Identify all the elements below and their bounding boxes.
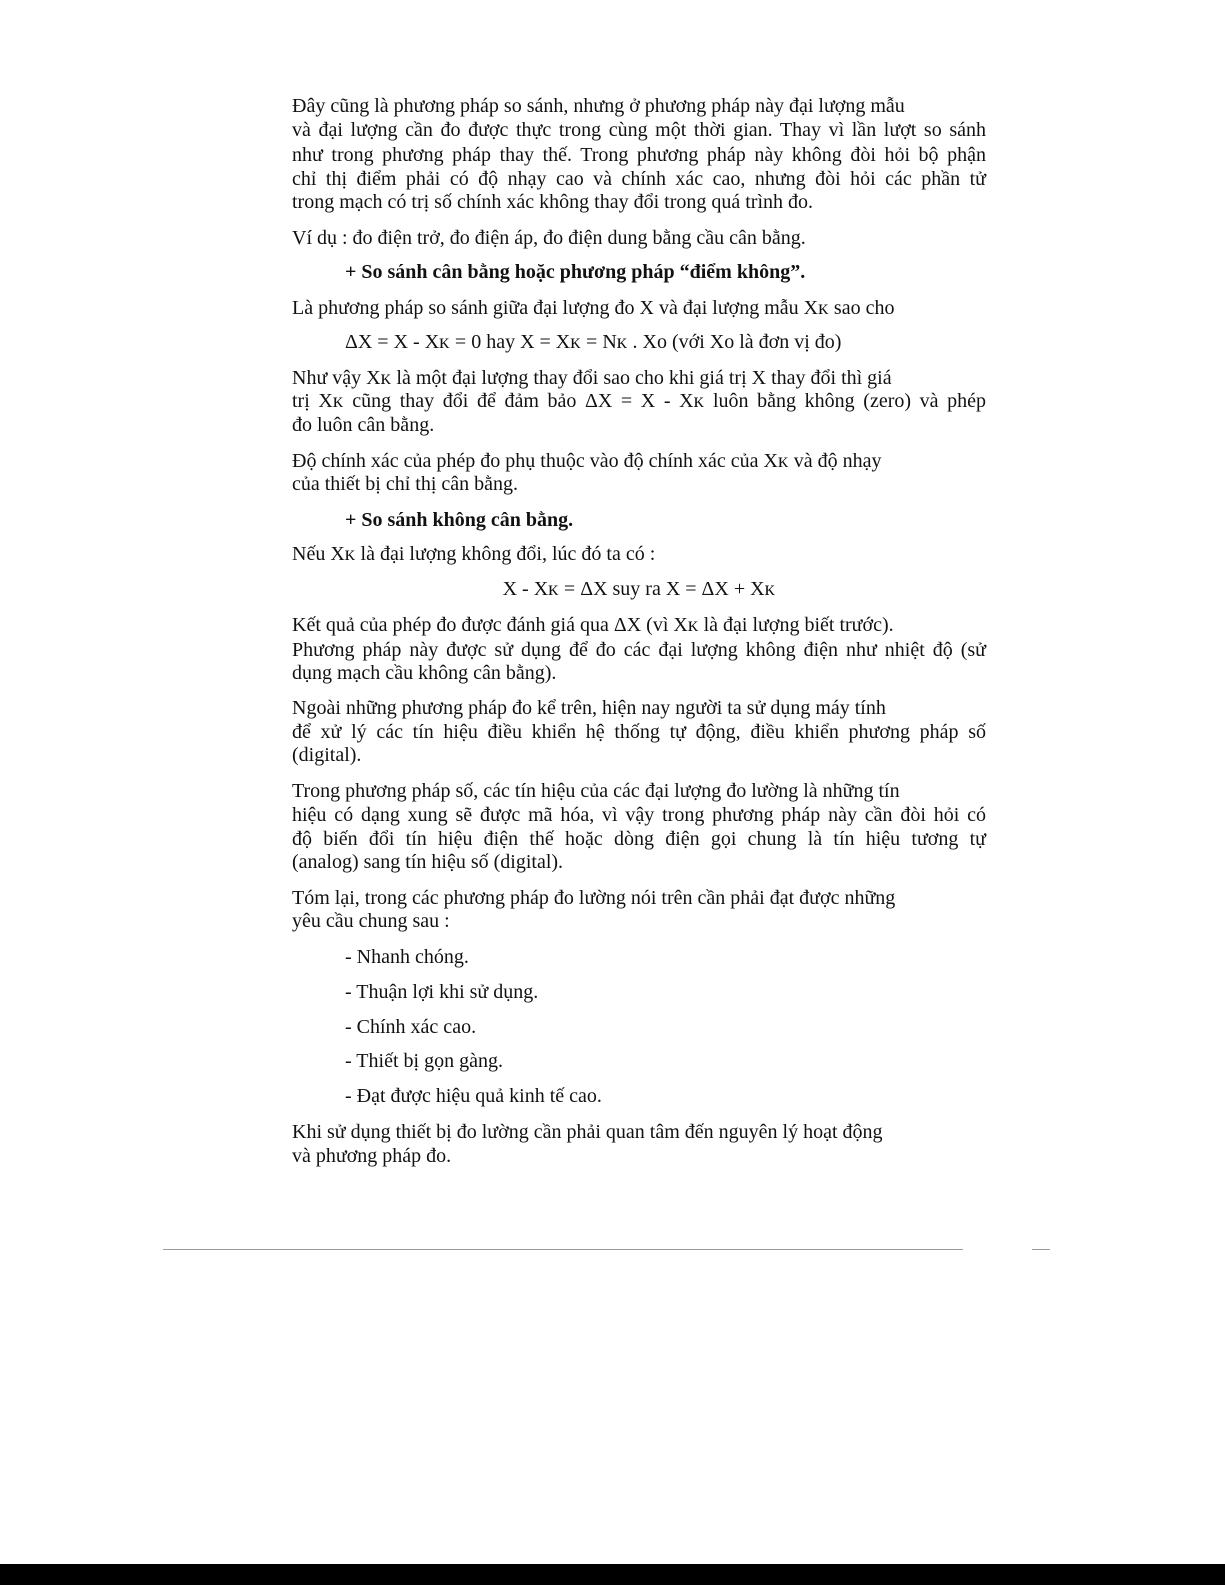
paragraph-1-line-1: Đây cũng là phương pháp so sánh, nhưng ở phương pháp này đại lượng mẫu	[292, 95, 905, 117]
footer-rule-dash	[1032, 1249, 1050, 1250]
paragraph-11-line-1: Khi sử dụng thiết bị đo lường cần phải quan tâm đến nguyên lý hoạt động	[292, 1121, 883, 1143]
paragraph-8-line-3: (digital).	[292, 744, 362, 766]
paragraph-9-line-3: độ biến đổi tín hiệu điện thế hoặc dòng điện gọi chung là tín hiệu tương tự	[292, 828, 986, 850]
paragraph-10-line-1: Tóm lại, trong các phương pháp đo lường nói trên cần phải đạt được những	[292, 887, 896, 909]
paragraph-1-line-4: chỉ thị điểm phải có độ nhạy cao và chính xác cao, nhưng đòi hỏi các phần tử	[292, 168, 986, 190]
paragraph-5-line-1: Độ chính xác của phép đo phụ thuộc vào độ chính xác của Xᴋ và độ nhạy	[292, 450, 882, 472]
formula-balance: ΔX = X - Xᴋ = 0 hay X = Xᴋ = Nᴋ . Xᴏ (với Xᴏ là đơn vị đo)	[345, 331, 842, 353]
list-item: - Chính xác cao.	[345, 1016, 477, 1038]
paragraph-10-line-2: yêu cầu chung sau :	[292, 910, 450, 932]
paragraph-7-line-3: dụng mạch cầu không cân bằng).	[292, 662, 557, 684]
paragraph-1-line-3: như trong phương pháp thay thế. Trong phương pháp này không đòi hỏi bộ phận	[292, 144, 986, 166]
section-heading-balanced: + So sánh cân bằng hoặc phương pháp “điểm không”.	[345, 261, 806, 283]
paragraph-1-line-2: và đại lượng cần đo được thực trong cùng một thời gian. Thay vì lần lượt so sánh	[292, 119, 986, 141]
paragraph-7-line-2: Phương pháp này được sử dụng để đo các đại lượng không điện như nhiệt độ (sử	[292, 639, 986, 661]
paragraph-4-line-1: Như vậy Xᴋ là một đại lượng thay đổi sao cho khi giá trị X thay đổi thì giá	[292, 367, 892, 389]
footer-rule	[163, 1249, 963, 1250]
formula-unbalanced: X - Xᴋ = ΔX suy ra X = ΔX + Xᴋ	[502, 578, 776, 600]
paragraph-7-line-1: Kết quả của phép đo được đánh giá qua ΔX (vì Xᴋ là đại lượng biết trước).	[292, 614, 894, 636]
paragraph-9-line-2: hiệu có dạng xung sẽ được mã hóa, vì vậy trong phương pháp này cần đòi hỏi có	[292, 804, 986, 826]
list-item: - Thuận lợi khi sử dụng.	[345, 981, 539, 1003]
paragraph-8-line-2: để xử lý các tín hiệu điều khiển hệ thống tự động, điều khiển phương pháp số	[292, 721, 986, 743]
list-item: - Thiết bị gọn gàng.	[345, 1050, 503, 1072]
paragraph-11-line-2: và phương pháp đo.	[292, 1145, 452, 1167]
paragraph-8-line-1: Ngoài những phương pháp đo kể trên, hiện nay người ta sử dụng máy tính	[292, 697, 886, 719]
list-item: - Đạt được hiệu quả kinh tế cao.	[345, 1085, 602, 1107]
paragraph-3: Là phương pháp so sánh giữa đại lượng đo X và đại lượng mẫu Xᴋ sao cho	[292, 297, 895, 319]
paragraph-1-line-5: trong mạch có trị số chính xác không thay đổi trong quá trình đo.	[292, 191, 814, 213]
paragraph-9-line-1: Trong phương pháp số, các tín hiệu của các đại lượng đo lường là những tín	[292, 780, 900, 802]
paragraph-5-line-2: của thiết bị chỉ thị cân bằng.	[292, 473, 519, 495]
paragraph-4-line-2: trị Xᴋ cũng thay đổi để đảm bảo ΔX = X - Xᴋ luôn bằng không (zero) và phép	[292, 390, 986, 412]
paragraph-4-line-3: đo luôn cân bằng.	[292, 414, 435, 436]
list-item: - Nhanh chóng.	[345, 946, 469, 968]
bottom-edge-bar	[0, 1564, 1225, 1585]
section-heading-unbalanced: + So sánh không cân bằng.	[345, 509, 574, 531]
paragraph-6: Nếu Xᴋ là đại lượng không đổi, lúc đó ta có :	[292, 543, 656, 565]
paragraph-2: Ví dụ : đo điện trở, đo điện áp, đo điện dung bằng cầu cân bằng.	[292, 227, 806, 249]
paragraph-9-line-4: (analog) sang tín hiệu số (digital).	[292, 851, 564, 873]
